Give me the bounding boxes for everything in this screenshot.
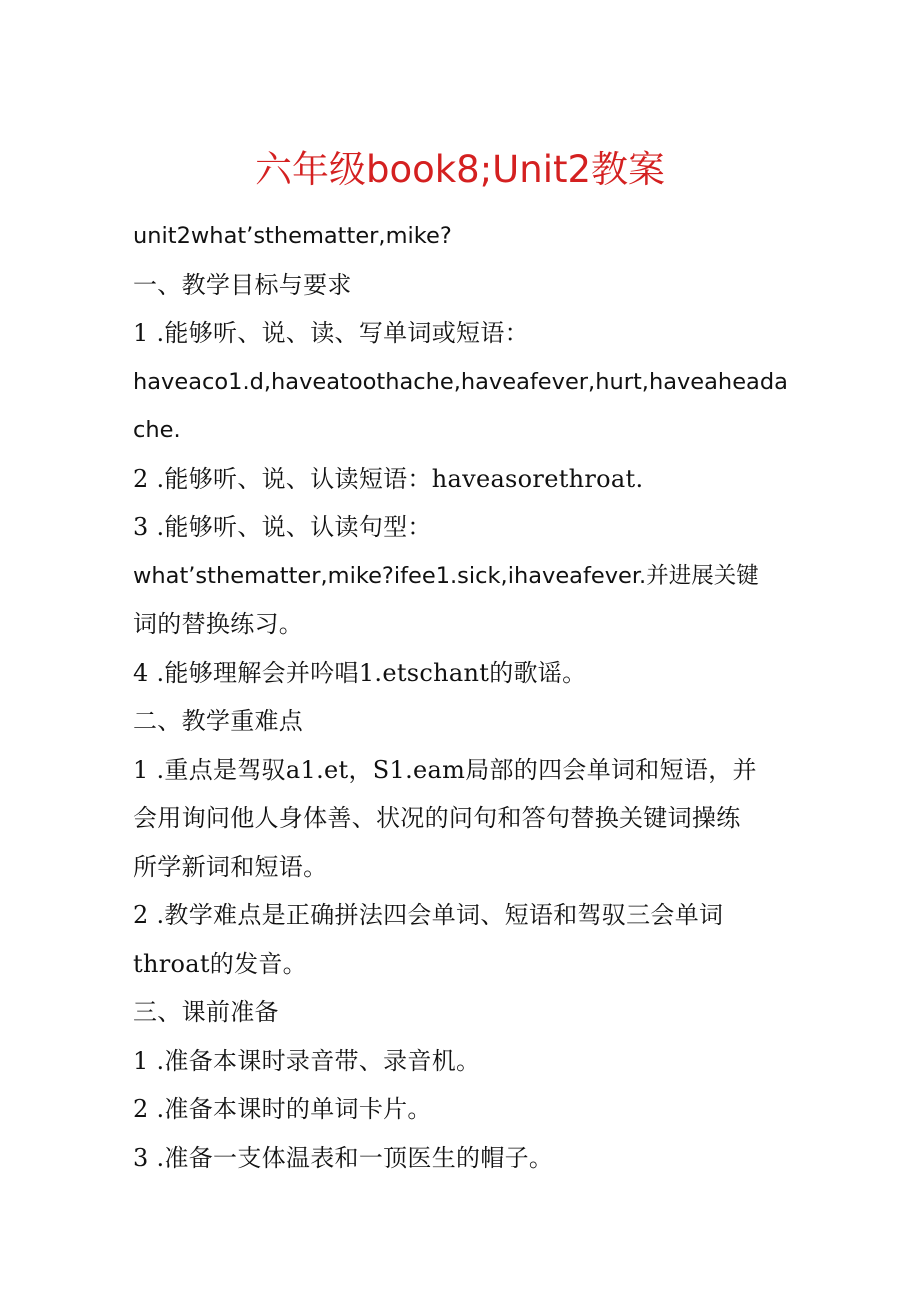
paragraph-line: 词的替换练习。 <box>133 610 304 638</box>
document-body <box>133 212 793 1182</box>
paragraph-line: 所学新词和短语。 <box>133 852 328 881</box>
paragraph-line: 2 .准备本课时的单词卡片。 <box>133 1095 432 1123</box>
paragraph-line: 1 .准备本课时录音带、录音机。 <box>133 1046 481 1075</box>
paragraph-line: haveaco1.d,haveatoothache,haveafever,hurt,haveaheada <box>133 368 788 395</box>
paragraph-line: che. <box>133 417 181 443</box>
section-heading: 二、教学重难点 <box>133 707 304 735</box>
paragraph-line: 2 .教学难点是正确拼法四会单词、短语和驾驭三会单词 <box>133 901 724 929</box>
paragraph-line: what’sthematter,mike?ifee1.sick,ihaveafever.并进展关键 <box>133 562 759 589</box>
paragraph-line: 4 .能够理解会并吟唱1.etschant的歌谣。 <box>133 658 587 687</box>
paragraph-line: 3 .能够听、说、认读句型： <box>133 513 432 541</box>
section-heading: 三、课前准备 <box>133 998 279 1026</box>
paragraph-line: 会用询问他人身体善、状况的问句和答句替换关键词操练 <box>133 804 741 832</box>
paragraph-line: 3 .准备一支体温表和一顶医生的帽子。 <box>133 1143 554 1172</box>
paragraph-line: 2 .能够听、说、认读短语：haveasorethroat. <box>133 464 644 493</box>
document-title: 六年级book8;Unit2教案 <box>254 148 666 191</box>
paragraph-line: 1 .能够听、说、读、写单词或短语： <box>133 319 529 347</box>
paragraph-line: 1 .重点是驾驭a1.et，S1.eam局部的四会单词和短语，并 <box>133 755 757 784</box>
subtitle-line: unit2what’sthematter,mike? <box>133 223 452 249</box>
section-heading: 一、教学目标与要求 <box>133 270 352 299</box>
paragraph-line: throat的发音。 <box>133 949 307 978</box>
